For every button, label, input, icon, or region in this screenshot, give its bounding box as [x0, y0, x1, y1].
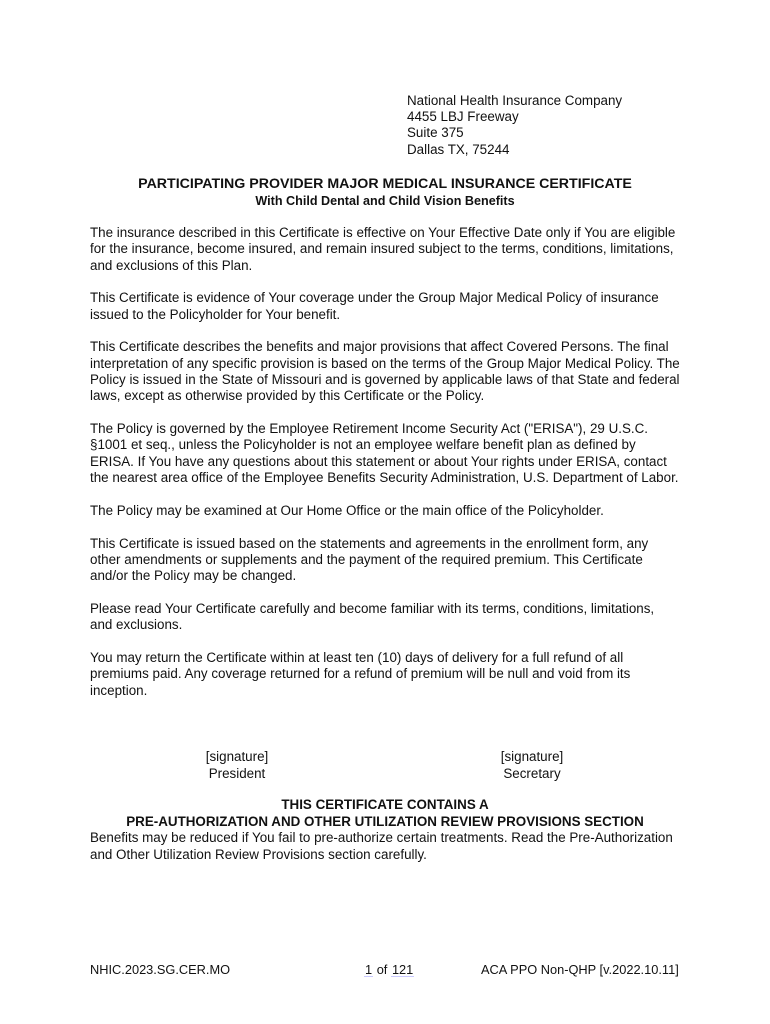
page-of: of — [376, 962, 388, 977]
paragraph-effective-date: The insurance described in this Certificate is effective on Your Effective Date only if You are eligible for the insurance, become insured, and remain insured subject to the terms, conditions, limitations, and exclusions of this Plan. — [90, 225, 676, 273]
footer-version: ACA PPO Non-QHP [v.2022.10.11] — [481, 962, 679, 977]
company-city-state-zip: Dallas TX, 75244 — [407, 141, 510, 157]
page-current: 1 — [365, 962, 373, 977]
footer-page-indicator — [364, 962, 414, 978]
company-address — [407, 93, 622, 158]
certificate-title: PARTICIPATING PROVIDER MAJOR MEDICAL INSURANCE CERTIFICATE — [138, 176, 632, 192]
signature-role: Secretary — [503, 765, 561, 781]
footer-form-number: NHIC.2023.SG.CER.MO — [90, 962, 231, 977]
company-suite: Suite 375 — [407, 125, 464, 141]
signature-role: President — [208, 765, 266, 781]
notice-text: Benefits may be reduced if You fail to pre-authorize certain treatments. Read the Pre-Authorization and Other Utilization Review Provisions section carefully. — [90, 830, 673, 862]
certificate-subtitle: With Child Dental and Child Vision Benefits — [255, 194, 515, 208]
paragraph-erisa: The Policy is governed by the Employee Retirement Income Security Act ("ERISA"), 29 U.S.C. §1001 et seq., unless the Policyholder is not an employee welfare benefit plan as defined by ERISA. If You have any questions about this statement or about Your rights under ERISA, contact the nearest area office of the Employee Benefits Security Administration, U.S. Department of Labor. — [90, 421, 679, 486]
paragraph-policy-examination: The Policy may be examined at Our Home Office or the main office of the Policyholder. — [90, 502, 604, 518]
signature-mark: [signature] — [500, 749, 564, 764]
company-name: National Health Insurance Company — [407, 93, 623, 108]
signature-mark: [signature] — [205, 749, 269, 764]
signature-president — [157, 749, 317, 782]
paragraph-evidence-of-coverage: This Certificate is evidence of Your coverage under the Group Major Medical Policy of insurance issued to the Policyholder for Your benefit. — [90, 290, 659, 322]
company-street: 4455 LBJ Freeway — [407, 109, 519, 125]
paragraph-issuance-basis: This Certificate is issued based on the statements and agreements in the enrollment form, any other amendments or supplements and the payment of the required premium. This Certificate and/or the Policy may be changed. — [90, 535, 649, 584]
page-total: 121 — [391, 962, 414, 977]
paragraph-benefits-description: This Certificate describes the benefits and major provisions that affect Covered Persons. The final interpretation of any specific provision is based on the terms of the Group Major Medical Policy. The Policy is issued in the State of Missouri and is governed by applicable laws of that State and federal laws, except as otherwise provided by this Certificate or the Policy. — [90, 339, 680, 404]
paragraph-read-carefully: Please read Your Certificate carefully and become familiar with its terms, conditions, limitations, and exclusions. — [90, 601, 655, 633]
notice-heading-line1: THIS CERTIFICATE CONTAINS A — [281, 797, 489, 812]
signature-secretary — [452, 749, 612, 782]
certificate-body — [90, 225, 680, 716]
notice-heading-line2: PRE-AUTHORIZATION AND OTHER UTILIZATION REVIEW PROVISIONS SECTION — [126, 814, 644, 829]
paragraph-free-look: You may return the Certificate within at least ten (10) days of delivery for a full refund of all premiums paid. Any coverage returned for a refund of premium will be null and void from its inception. — [90, 650, 631, 698]
